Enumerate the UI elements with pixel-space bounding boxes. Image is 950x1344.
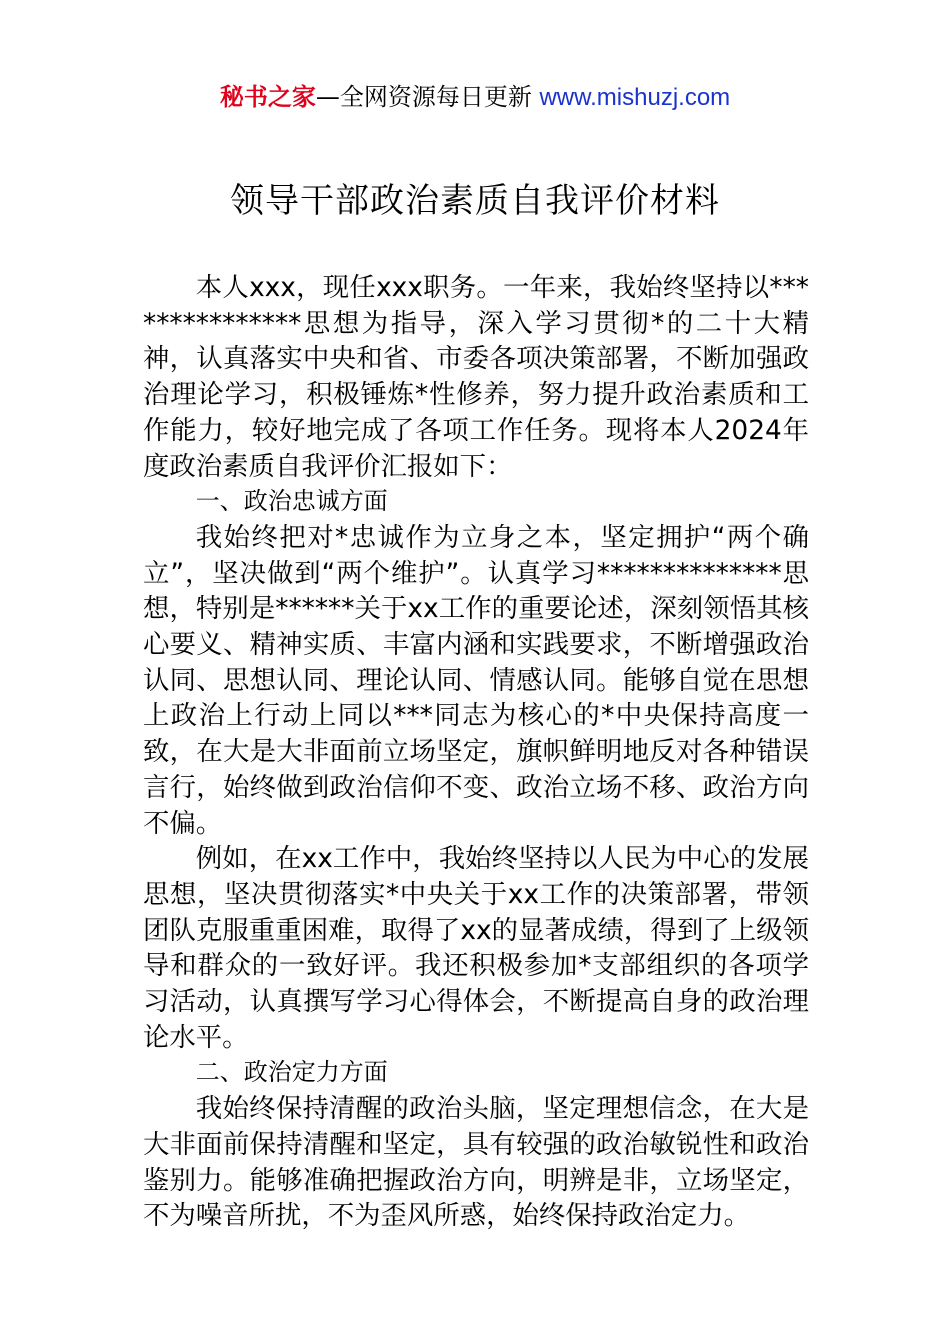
header-tagline: —全网资源每日更新 <box>315 83 532 111</box>
brand-name: 秘书之家 <box>219 83 316 111</box>
site-url-link[interactable]: www.mishuzj.com <box>539 84 731 111</box>
document-title: 领导干部政治素质自我评价材料 <box>230 181 720 221</box>
site-header <box>0 80 950 115</box>
section-heading-political-steadiness: 二、政治定力方面 <box>195 1058 388 1087</box>
loyalty-paragraph: 我始终把对*忠诚作为立身之本，坚定拥护“两个确立”，坚决做到“两个维护”。认真学习**************思想，特别是******关于xx工作的重要论述，深刻领悟其核心要义、精神实质、丰富内涵和实践要求，不断增强政治认同、思想认同、理论认同、情感认同。能够自觉在思想上政治上行动上同以***同志为核心的*中央保持高度一致，在大是大非面前立场坚定，旗帜鲜明地反对各种错误言行，始终做到政治信仰不变、政治立场不移、政治方向不偏。 <box>143 521 809 839</box>
document-body <box>143 270 809 1234</box>
example-paragraph: 例如，在xx工作中，我始终坚持以人民为中心的发展思想，坚决贯彻落实*中央关于xx工作的决策部署，带领团队克服重重困难，取得了xx的显著成绩，得到了上级领导和群众的一致好评。我还积极参加*支部组织的各项学习活动，认真撰写学习心得体会，不断提高自身的政治理论水平。 <box>143 843 809 1053</box>
intro-paragraph: 本人xxx，现任xxx职务。一年来，我始终坚持以***************思想为指导，深入学习贯彻*的二十大精神，认真落实中央和省、市委各项决策部署，不断加强政治理论学习，积极锤炼*性修养，努力提升政治素质和工作能力，较好地完成了各项工作任务。现将本人2024年度政治素质自我评价汇报如下： <box>143 272 809 482</box>
section-heading-political-loyalty: 一、政治忠诚方面 <box>195 487 388 516</box>
steadiness-paragraph: 我始终保持清醒的政治头脑，坚定理想信念，在大是大非面前保持清醒和坚定，具有较强的政治敏锐性和政治鉴别力。能够准确把握政治方向，明辨是非，立场坚定，不为噪音所扰，不为歪风所惑，始终保持政治定力。 <box>143 1093 809 1232</box>
